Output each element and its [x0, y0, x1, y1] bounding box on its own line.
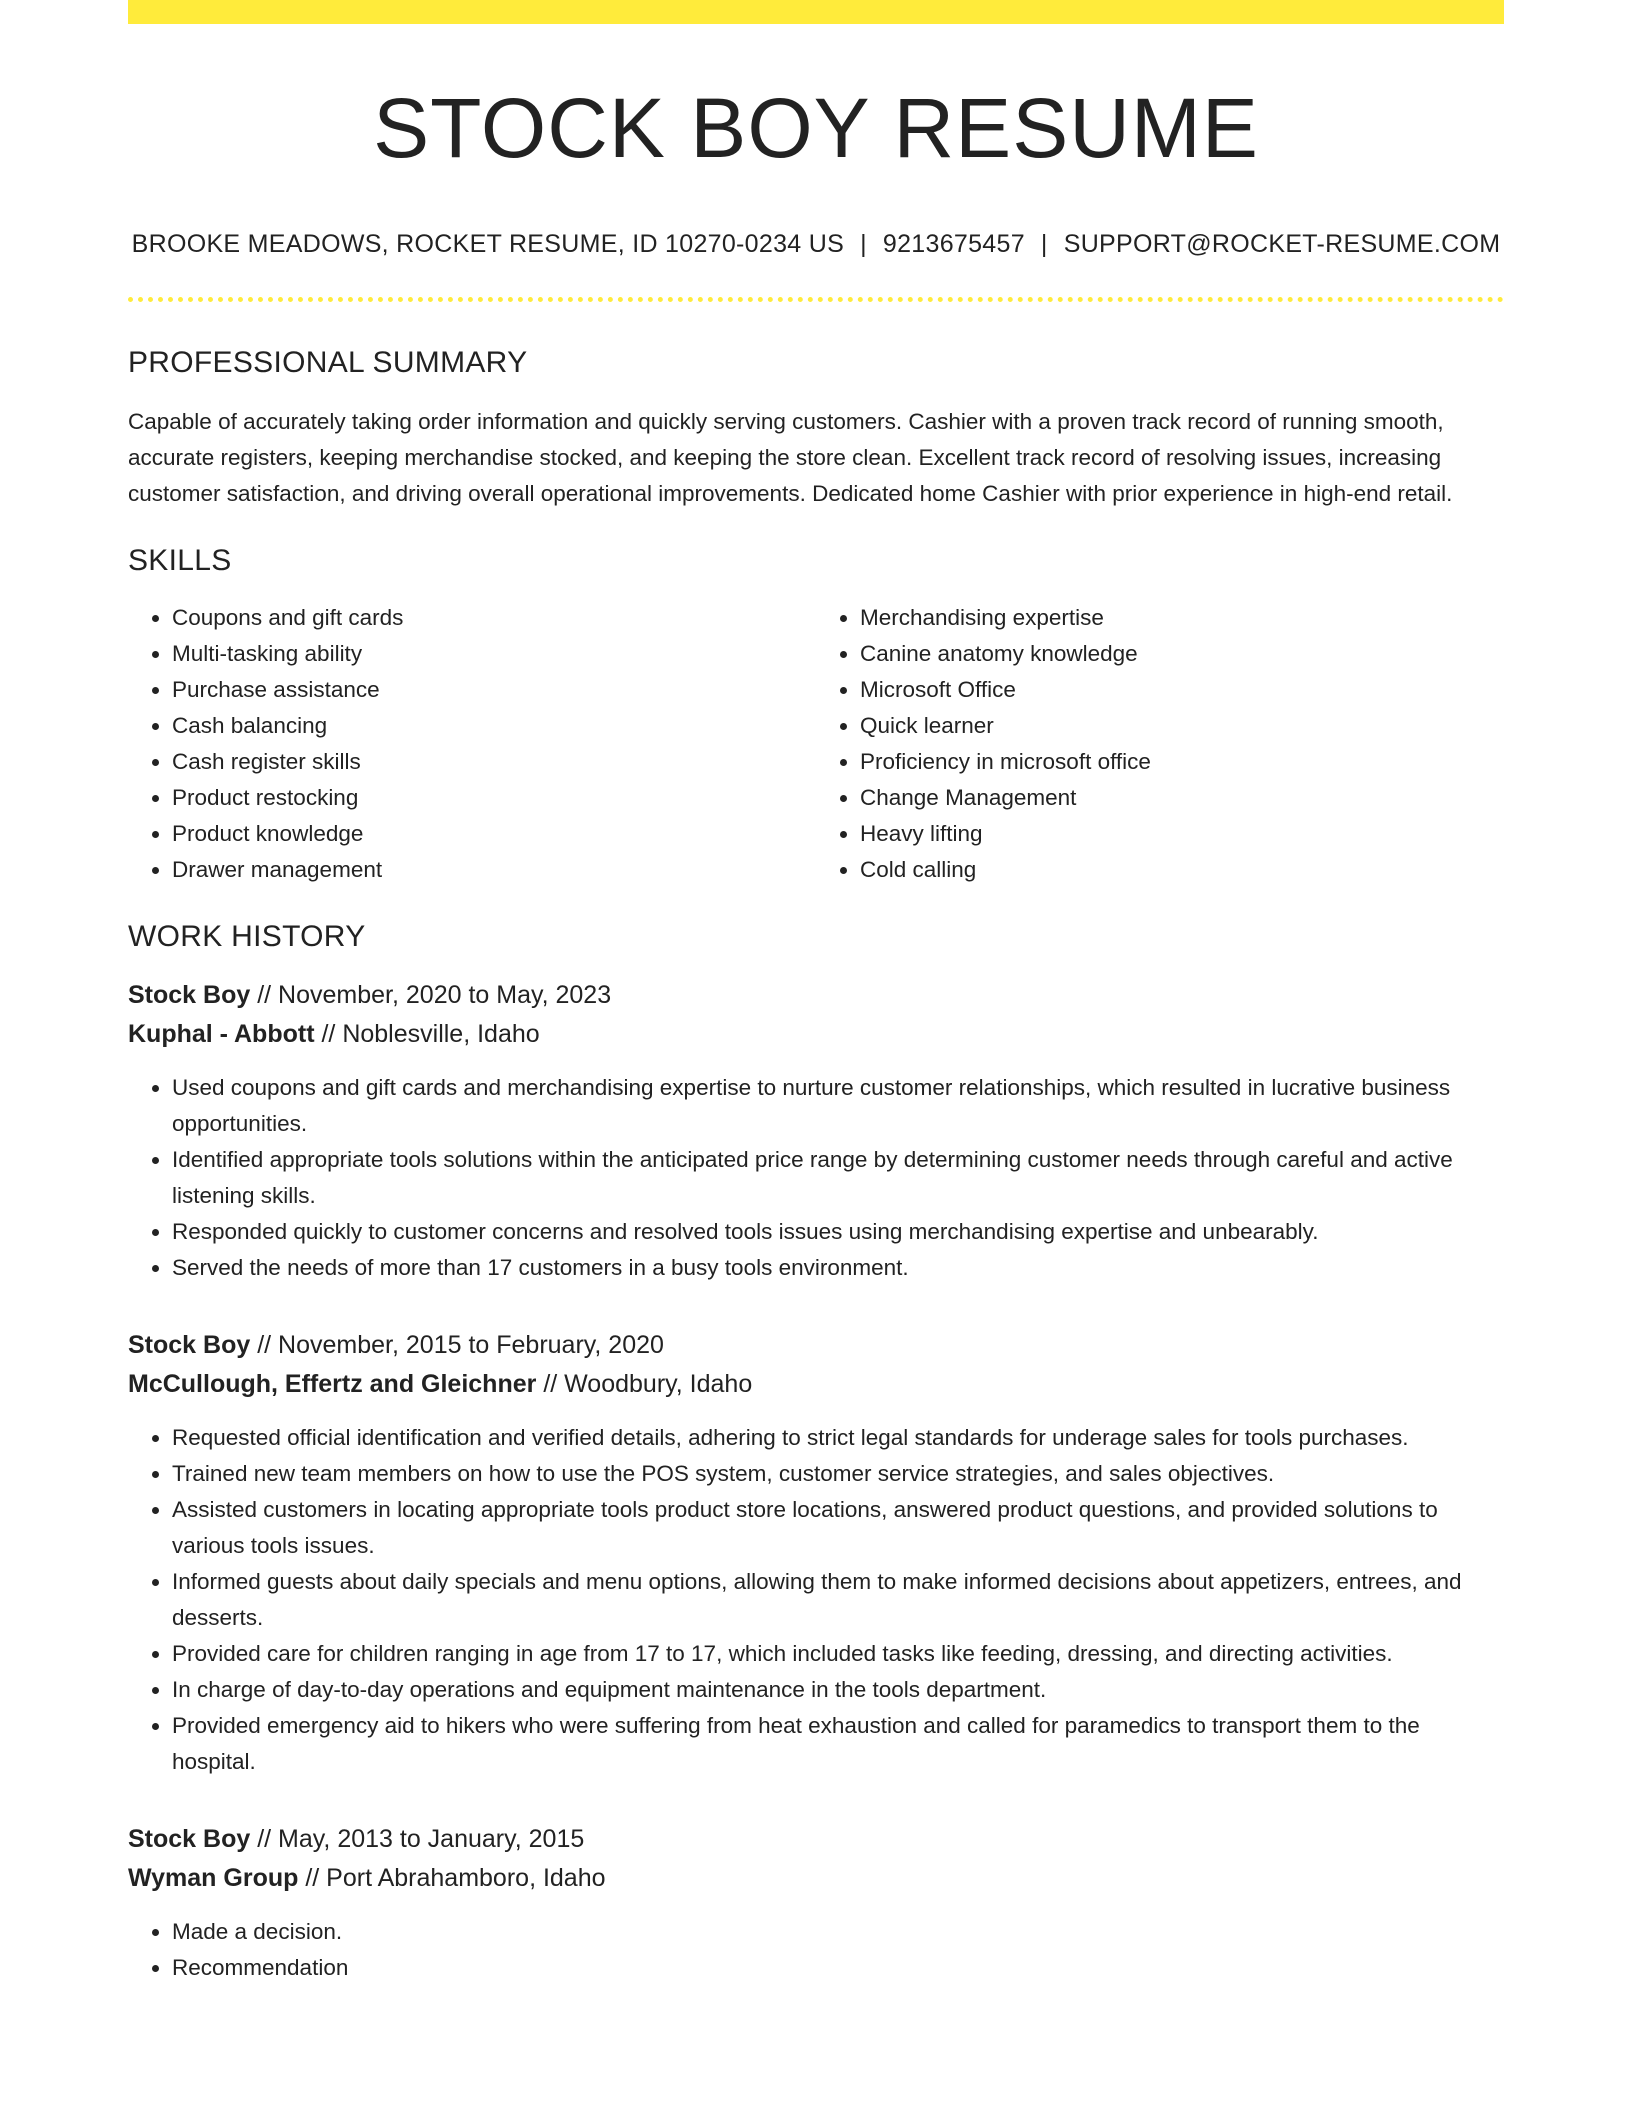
job-location: // Noblesville, Idaho — [314, 1020, 540, 1049]
accent-top-bar — [128, 0, 1504, 24]
contact-separator: | — [860, 230, 867, 259]
job-bullet: • Identified appropriate tools solutions within the anticipated price range by determining customer needs through careful and active listening skills. — [172, 1142, 1504, 1214]
skill-item: • Product restocking — [172, 780, 816, 816]
skill-item: • Microsoft Office — [860, 672, 1504, 708]
skill-item: • Change Management — [860, 780, 1504, 816]
skill-item: • Cold calling — [860, 852, 1504, 888]
job-location: // Port Abrahamboro, Idaho — [298, 1864, 606, 1893]
contact-address: BROOKE MEADOWS, ROCKET RESUME, ID 10270-0234 US — [131, 230, 845, 259]
contact-separator: | — [1040, 230, 1048, 259]
skills-heading: SKILLS — [128, 544, 232, 578]
job-bullet: • Provided care for children ranging in age from 17 to 17, which included tasks like feeding, dressing, and directing activities. — [172, 1636, 1504, 1672]
job-bullet: • In charge of day-to-day operations and equipment maintenance in the tools department. — [172, 1672, 1504, 1708]
job-title-line — [128, 1820, 1504, 1859]
job-dates: // May, 2013 to January, 2015 — [250, 1825, 585, 1854]
job-bullet: • Responded quickly to customer concerns and resolved tools issues using merchandising expertise and unbearably. — [172, 1214, 1504, 1250]
job-bullet: • Made a decision. — [172, 1914, 1504, 1950]
job-bullets — [128, 1914, 1504, 1986]
job-title-line — [128, 1326, 1504, 1365]
skill-item: • Merchandising expertise — [860, 600, 1504, 636]
skill-item: • Drawer management — [172, 852, 816, 888]
job-bullet: • Recommendation — [172, 1950, 1504, 1986]
skill-item: • Coupons and gift cards — [172, 600, 816, 636]
job-company: Kuphal - Abbott — [128, 1020, 315, 1049]
skill-item: • Multi-tasking ability — [172, 636, 816, 672]
skill-item: • Heavy lifting — [860, 816, 1504, 852]
job-entry — [128, 976, 1504, 1286]
skill-item: • Purchase assistance — [172, 672, 816, 708]
job-bullet: • Assisted customers in locating appropriate tools product store locations, answered product questions, and provided solutions to various tools issues. — [172, 1492, 1504, 1564]
skill-item: • Product knowledge — [172, 816, 816, 852]
skill-item: • Quick learner — [860, 708, 1504, 744]
job-dates: // November, 2015 to February, 2020 — [250, 1331, 664, 1360]
job-dates: // November, 2020 to May, 2023 — [250, 981, 612, 1010]
dotted-divider — [128, 297, 1504, 302]
job-bullet: • Requested official identification and verified details, adhering to strict legal standards for underage sales for tools purchases. — [172, 1420, 1504, 1456]
skill-item: • Proficiency in microsoft office — [860, 744, 1504, 780]
job-bullets — [128, 1420, 1504, 1780]
page-title: STOCK BOY RESUME — [373, 81, 1259, 175]
job-location: // Woodbury, Idaho — [536, 1370, 753, 1399]
job-bullet: • Used coupons and gift cards and merchandising expertise to nurture customer relationships, which resulted in lucrative business opportunities. — [172, 1070, 1504, 1142]
job-title: Stock Boy — [128, 1825, 251, 1854]
contact-phone: 9213675457 — [882, 230, 1025, 259]
resume-page — [128, 0, 1504, 1986]
summary-text: Capable of accurately taking order information and quickly serving customers. Cashier with a proven track record of running smooth, accurate registers, keeping merchandise stocked, and keeping the store clean. Excellent track record of resolving issues, increasing customer satisfaction, and driving overall operational improvements. Dedicated home Cashier with prior experience in high-end retail. — [128, 409, 1453, 507]
job-title-line — [128, 976, 1504, 1015]
job-entry — [128, 1326, 1504, 1780]
job-company: Wyman Group — [128, 1864, 299, 1893]
contact-email: SUPPORT@ROCKET-RESUME.COM — [1063, 230, 1501, 259]
job-bullet: • Trained new team members on how to use the POS system, customer service strategies, and sales objectives. — [172, 1456, 1504, 1492]
skill-item: • Cash register skills — [172, 744, 816, 780]
job-bullets — [128, 1070, 1504, 1286]
job-entry — [128, 1820, 1504, 1986]
job-bullet: • Informed guests about daily specials and menu options, allowing them to make informed decisions about appetizers, entrees, and desserts. — [172, 1564, 1504, 1636]
job-title: Stock Boy — [128, 1331, 251, 1360]
job-company-line — [128, 1365, 1504, 1404]
skill-item: • Canine anatomy knowledge — [860, 636, 1504, 672]
job-title: Stock Boy — [128, 981, 251, 1010]
contact-line — [128, 230, 1504, 259]
job-company: McCullough, Effertz and Gleichner — [128, 1370, 537, 1399]
job-bullet: • Served the needs of more than 17 customers in a busy tools environment. — [172, 1250, 1504, 1286]
skills-list — [128, 600, 1504, 888]
job-bullet: • Provided emergency aid to hikers who were suffering from heat exhaustion and called for paramedics to transport them to the hospital. — [172, 1708, 1504, 1780]
summary-heading: PROFESSIONAL SUMMARY — [128, 346, 528, 380]
skill-item: • Cash balancing — [172, 708, 816, 744]
work-history-heading: WORK HISTORY — [128, 920, 366, 954]
job-company-line — [128, 1859, 1504, 1898]
job-company-line — [128, 1015, 1504, 1054]
skills-column-right — [816, 600, 1504, 888]
skills-column-left — [128, 600, 816, 888]
